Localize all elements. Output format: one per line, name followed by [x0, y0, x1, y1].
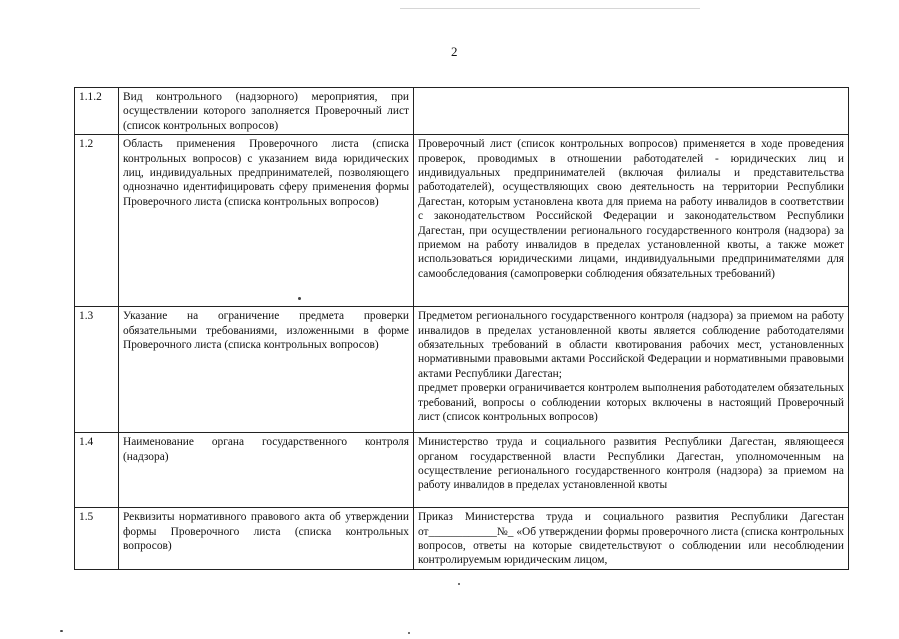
row-label: Область применения Проверочного листа (списка контрольных вопросов) с указанием вида юридических лиц, индивидуальных предпринимателей, позволяющего однозначно идентифицировать сферу применения формы Проверочного листа (списка контрольных вопросов) — [119, 135, 414, 307]
row-label: Вид контрольного (надзорного) мероприятия, при осуществлении которого заполняется Проверочный лист (список контрольных вопросов) — [119, 88, 414, 135]
value-paragraph: Предметом регионального государственного контроля (надзора) за приемом на работу инвалидов в пределах установленной квоты является соблюдение работодателями обязательных требований в области квотирования рабочих мест, установленных нормативными правовыми актами Российской Федерации и нормативными правовыми актами Республики Дагестан; — [418, 310, 844, 380]
row-number: 1.5 — [75, 508, 119, 570]
row-number: 1.1.2 — [75, 88, 119, 135]
row-value — [414, 433, 849, 508]
table-row — [75, 307, 849, 433]
row-label: Указание на ограничение предмета проверки обязательными требованиями, изложенными в форме Проверочного листа (списка контрольных вопросов) — [119, 307, 414, 433]
value-paragraph: Министерство труда и социального развития Республики Дагестан, являющееся органом государственной власти Республики Дагестан, уполномоченным на осуществление регионального государственного контроля (надзора) за приемом на работу инвалидов в пределах установленной квоты — [418, 436, 844, 492]
row-label: Реквизиты нормативного правового акта об утверждении формы Проверочного листа (списка контрольных вопросов) — [119, 508, 414, 570]
row-value — [414, 135, 849, 307]
header-rule — [400, 8, 700, 9]
table-row — [75, 88, 849, 135]
table-row — [75, 135, 849, 307]
row-value — [414, 508, 849, 570]
value-paragraph: предмет проверки ограничивается контролем выполнения работодателем обязательных требований, вопросы о соблюдении которых включены в настоящий Проверочный лист (список контрольных вопросов) — [418, 382, 844, 424]
value-paragraph: Приказ Министерства труда и социального развития Республики Дагестан от____________№_ «Об утверждении формы проверочного листа (списка контрольных вопросов, ответы на которые свидетельствуют о соблюдении или несоблюдении контролируемым юридическим лицом, — [418, 511, 844, 567]
row-number: 1.2 — [75, 135, 119, 307]
row-number: 1.4 — [75, 433, 119, 508]
scan-speck — [60, 630, 63, 632]
table-row — [75, 508, 849, 570]
scan-speck — [408, 632, 410, 634]
row-number: 1.3 — [75, 307, 119, 433]
checklist-table — [74, 87, 849, 570]
row-value — [414, 307, 849, 433]
page-number: 2 — [451, 44, 458, 59]
scan-speck — [298, 297, 301, 300]
row-value — [414, 88, 849, 135]
table-row — [75, 433, 849, 508]
scan-speck — [458, 583, 460, 585]
value-paragraph: Проверочный лист (список контрольных вопросов) применяется в ходе проведения проверок, проводимых в отношении работодателей - юридических лиц и индивидуальных предпринимателей (включая филиалы и представительства работодателей), осуществляющих свою деятельность на территории Республики Дагестан, которым установлена квота для приема на работу инвалидов в соответствии с законодательством Российской Федерации и законодательством Республики Дагестан, при осуществлении регионального государственного контроля (надзора) за приемом на работу инвалидов в пределах установленной квоты, а также может использоваться юридическими лицами, индивидуальными предпринимателями для самообследования (самопроверки соблюдения обязательных требований) — [418, 138, 844, 280]
row-label: Наименование органа государственного контроля (надзора) — [119, 433, 414, 508]
